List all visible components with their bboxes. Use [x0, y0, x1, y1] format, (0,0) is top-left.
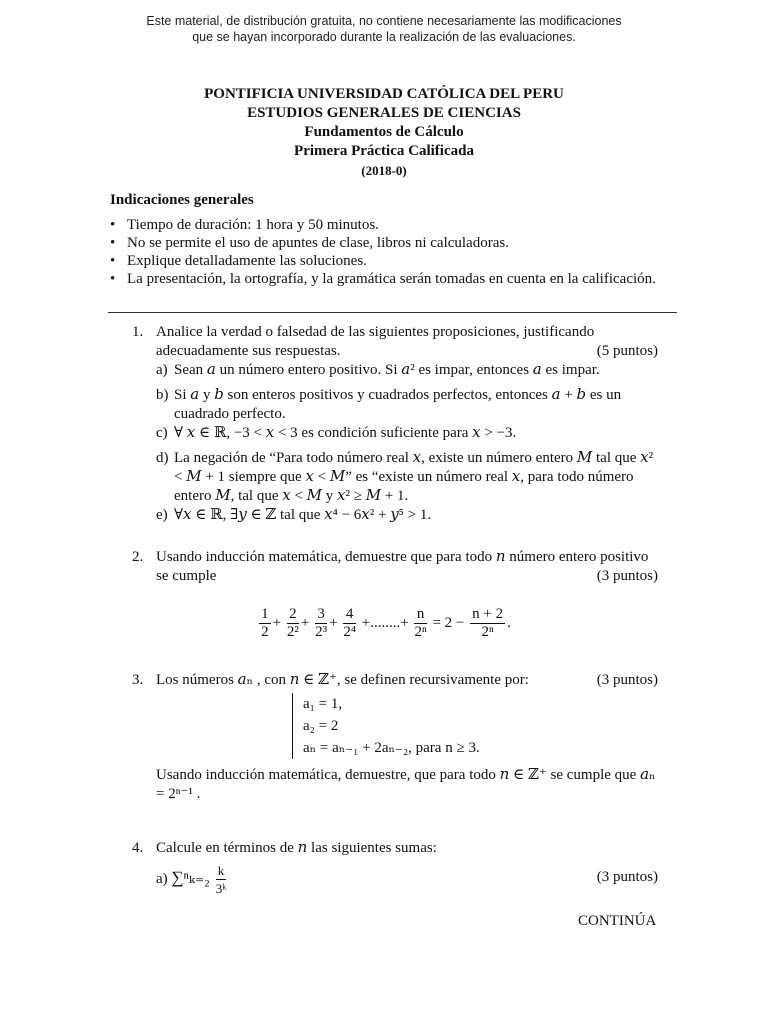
question-1: 1. Analice la verdad o falsedad de las siguientes proposiciones, justificando adecuadamente sus respuestas. (5 puntos) a) Sean 𝑎 un número entero positivo. Si 𝑎² es impar, entonces 𝑎 es impar. b) Si 𝑎 y 𝑏 son enteros positivos y cuadrados perfectos, entonces 𝑎 + 𝑏 es un cuadrado perfecto. c) ∀ 𝑥 ∈ ℝ, −3 < 𝑥 < 3 es condición suficiente para 𝑥 > −3. d) La negación de “Para todo número real 𝑥, existe un número entero 𝑀 tal que 𝑥² < 𝑀 + 1 siempre que 𝑥 < 𝑀” es “existe un número real 𝑥, para todo número entero 𝑀, tal que 𝑥 < 𝑀 y 𝑥² ≥ 𝑀 + 1. e) ∀𝑥 ∈ ℝ, ∃𝑦 ∈ ℤ tal que 𝑥⁴ − 6𝑥² + 𝑦⁵ > 1. [132, 324, 658, 523]
proposition-c: ∀ 𝑥 ∈ ℝ, −3 < 𝑥 < 3 es condición suficiente para 𝑥 > −3. [174, 425, 517, 441]
recurrence-line-2: a₂ = 2 [303, 718, 339, 734]
instructions-list [110, 216, 680, 288]
instruction-item: • Tiempo de duración: 1 hora y 50 minutos. [110, 216, 680, 234]
disclaimer-line-2: que se hayan incorporado durante la realización de las evaluaciones. [192, 30, 576, 44]
header-divider [108, 312, 677, 313]
question-points: (3 puntos) [596, 672, 658, 688]
question-points: (3 puntos) [596, 869, 658, 885]
proposition-b: Si 𝑎 y 𝑏 son enteros positivos y cuadrados perfectos, entonces 𝑎 + 𝑏 es un cuadrado perfecto. [174, 387, 622, 422]
question-text: Calcule en términos de 𝑛 las siguientes sumas: [156, 840, 437, 856]
recurrence-line-3: aₙ = aₙ₋₁ + 2aₙ₋₂, para n ≥ 3. [303, 740, 480, 756]
question-number: 2. [132, 549, 144, 565]
question-points: (5 puntos) [596, 343, 658, 359]
instruction-item: • No se permite el uso de apuntes de clase, libros ni calculadoras. [110, 234, 680, 252]
question-2 [132, 548, 658, 586]
exam-term: (2018-0) [361, 163, 407, 178]
question-3-statement: Usando inducción matemática, demuestre, que para todo 𝑛 ∈ ℤ⁺ se cumple que 𝑎ₙ = 2ⁿ⁻¹ . [156, 767, 656, 802]
continue-label: CONTINÚA [578, 913, 657, 929]
question-3 [132, 671, 658, 690]
document-header [0, 85, 768, 180]
instructions-title: Indicaciones generales [110, 192, 254, 208]
instruction-item: • La presentación, la ortografía, y la gramática serán tomadas en cuenta en la calificación. [110, 270, 680, 288]
disclaimer [0, 13, 768, 45]
instruction-item: • Explique detalladamente las soluciones. [110, 252, 680, 270]
question-text: Usando inducción matemática, demuestre que para todo 𝑛 número entero positivo se cumple [156, 549, 649, 584]
exam-title: Primera Práctica Calificada [294, 143, 474, 159]
proposition-a: Sean 𝑎 un número entero positivo. Si 𝑎² es impar, entonces 𝑎 es impar. [174, 362, 600, 378]
question-number: 4. [132, 840, 144, 856]
university-name: PONTIFICIA UNIVERSIDAD CATÓLICA DEL PERU [204, 86, 564, 102]
disclaimer-line-1: Este material, de distribución gratuita, no contiene necesariamente las modificaciones [146, 14, 622, 28]
summation: ∑ⁿₖ₌₂ [171, 867, 210, 887]
sum-formula: $\frac{1}{2}$ + $\frac{2}{\text{2²}}$ + $\frac{3}{\text{2³}}$ + $\frac{4}{\text{2⁴}}$ +........+ $\frac{n}{\text{2ⁿ}}$ = 2 − $\frac{n + 2}{\text{2ⁿ}}$ . [261, 606, 511, 640]
recursive-definition [292, 693, 480, 759]
question-4: 4. Calcule en términos de 𝑛 las siguientes sumas: a) ∑ⁿₖ₌₂ $\frac{k}{\text{3ᵏ}}$ (3 puntos) [132, 840, 658, 896]
question-number: 1. [132, 324, 144, 340]
proposition-d: La negación de “Para todo número real 𝑥, existe un número entero 𝑀 tal que 𝑥² < 𝑀 + 1 siempre que 𝑥 < 𝑀” es “existe un número real 𝑥, para todo número entero 𝑀, tal que 𝑥 < 𝑀 y 𝑥² ≥ 𝑀 + 1. [174, 450, 654, 504]
question-intro: Analice la verdad o falsedad de las siguientes proposiciones, justificando adecuadamente sus respuestas. [156, 324, 595, 359]
faculty-name: ESTUDIOS GENERALES DE CIENCIAS [247, 105, 521, 121]
question-number: 3. [132, 672, 144, 688]
question-points: (3 puntos) [596, 568, 658, 584]
proposition-e: ∀𝑥 ∈ ℝ, ∃𝑦 ∈ ℤ tal que 𝑥⁴ − 6𝑥² + 𝑦⁵ > 1. [174, 507, 432, 523]
question-text: Los números 𝑎ₙ , con 𝑛 ∈ ℤ⁺, se definen recursivamente por: [156, 672, 529, 688]
recurrence-line-1: a₁ = 1, [303, 696, 343, 712]
course-name: Fundamentos de Cálculo [304, 124, 464, 140]
